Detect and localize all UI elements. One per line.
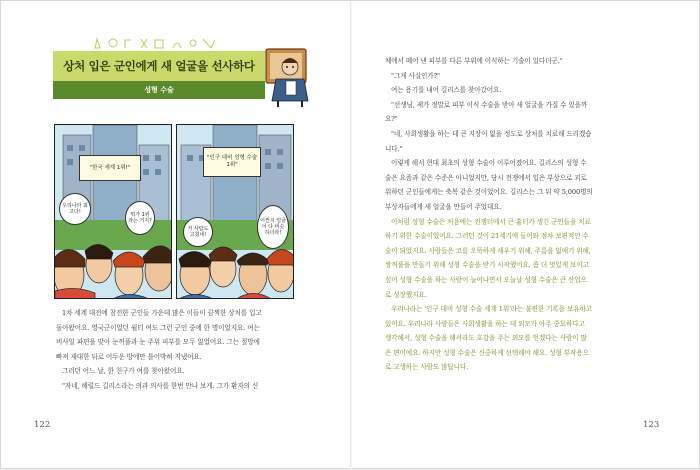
right-page <box>352 1 700 470</box>
highlight-line: 우리나라는 '인구 대비 성형 수술 세계 1위'라는 불편한 기록을 보유하고 <box>391 305 593 314</box>
text-line: 돌아왔어요. 영국군이었던 월터 여도 그런 군인 중에 한 명이었지요. 여는 <box>56 323 260 332</box>
text-line: 여는 용기를 내어 길리스를 찾아갔어요. <box>391 86 502 95</box>
panel1-sign: "한국 세계 1위!" <box>79 155 141 181</box>
text-line: 부상자들에게 새 얼굴을 만들어 주었대요. <box>385 202 502 211</box>
text-line: 체에서 떼어 낸 피부를 다른 부위에 이식하는 기술이 있다더군." <box>385 57 563 65</box>
page-number-right: 123 <box>643 420 660 430</box>
left-page <box>1 1 350 470</box>
comic-panel-1 <box>54 124 172 299</box>
left-body-text <box>56 306 302 394</box>
text-line: "네, 사회생활을 하는 데 큰 지장이 없을 정도로 상처를 치료해 드리겠습 <box>391 129 592 138</box>
text-line: "자네, 해럴드 길리스라는 의과 의사를 한번 만나 보게. 그가 환자의 신 <box>62 381 259 390</box>
highlight-line: 은 편이에요. 하지만 성형 수술은 신중하게 선택해야 해요. 성형 부작용으 <box>385 348 589 357</box>
highlight-line: 이처럼 성형 수술은 처음에는 전쟁터에서 큰 흉터가 생긴 군인들을 치료 <box>391 217 591 226</box>
text-line: "선생님, 제가 정말로 피부 이식 수술을 받아 새 얼굴을 가질 수 있을까 <box>391 100 588 109</box>
chapter-title: 상처 입은 군인에게 새 얼굴을 선사하다 <box>53 51 265 81</box>
chapter-subtitle: 성형 수술 <box>53 81 265 99</box>
highlight-line: 하기 위한 수술이었어요. 그러던 것이 21세기에 들어와 점차 보편적인 수 <box>385 232 589 241</box>
doctor-mascot-icon <box>264 45 312 107</box>
panel2-bubble-left: 저 사람도 고쳤네! <box>183 217 213 247</box>
text-line: 빠져 재대한 뒤로 어두운 방에만 틀어박혀 지냈어요. <box>56 352 202 361</box>
comic-strip <box>54 124 298 299</box>
text-line: 니다." <box>385 144 403 153</box>
text-line: "그게 사실인가?" <box>391 71 440 80</box>
text-line: 워하던 군인들에게는 축복 같은 것이었어요. 길리스는 그 뒤 약 5,000명의 <box>385 188 593 197</box>
comic-panel-2 <box>176 124 294 299</box>
text-line: 요?" <box>385 115 398 124</box>
text-line: 술은 요즘과 같은 수준은 아니었지만, 당시 전쟁에서 입은 부상으로 괴로 <box>385 173 587 182</box>
doodle-decoration-icon <box>91 37 221 49</box>
panel2-bubble-right: 어쩐지 얼굴이 다 비슷하더라! <box>257 205 289 249</box>
highlight-line: 있어요. 우리나라 사람들은 사회생활을 하는 데 외모가 아주 중요하다고 <box>385 319 585 328</box>
text-line: 비사일 파편을 맞아 눈꺼풀과 눈 주위 피부를 모두 잃었어요. 그는 절망에 <box>56 338 260 347</box>
panel1-bubble-right: 뭐가 1위라는 거지? <box>125 201 155 235</box>
panel2-sign: "인구 대비 성형 수술 1위" <box>203 147 261 177</box>
text-line: 이렇게 해서 현대 최초의 성형 수술이 이루어졌어요. 길리스의 성형 수 <box>391 159 587 168</box>
page-number-left: 122 <box>34 420 51 430</box>
panel1-bubble-left: 우리나라 최고다! <box>59 193 91 225</box>
highlight-line: 술이 되었지요. 사람들은 코를 오뚝하게 세우기 위해, 주름을 없애기 위해, <box>385 246 591 255</box>
highlight-line: 생각해서, 성형 수술을 해서라도 호감을 주는 외모를 얻겠다는 사람이 많 <box>385 334 587 343</box>
text-line: 1차 세계 대전에 참전한 군인들 가운데 많은 이들이 끔찍한 상처를 입고 <box>62 309 262 317</box>
highlight-line: 로 성장했지요. <box>385 290 427 299</box>
right-body-text <box>385 54 647 375</box>
text-line: 그러던 어느 날, 한 친구가 여를 찾아왔어요. <box>62 367 185 376</box>
chapter-banner <box>53 51 297 99</box>
highlight-line: 쌍꺼풀을 만들기 위해 성형 수술을 받기 시작했어요. 좀 더 멋있게 보이고 <box>385 261 589 270</box>
highlight-line: 싶어 성형 수술을 하는 사람이 늘어나면서 오늘날 성형 수술은 큰 산업으 <box>385 275 587 284</box>
highlight-line: 로 고생하는 사람도 많답니다. <box>385 363 469 372</box>
